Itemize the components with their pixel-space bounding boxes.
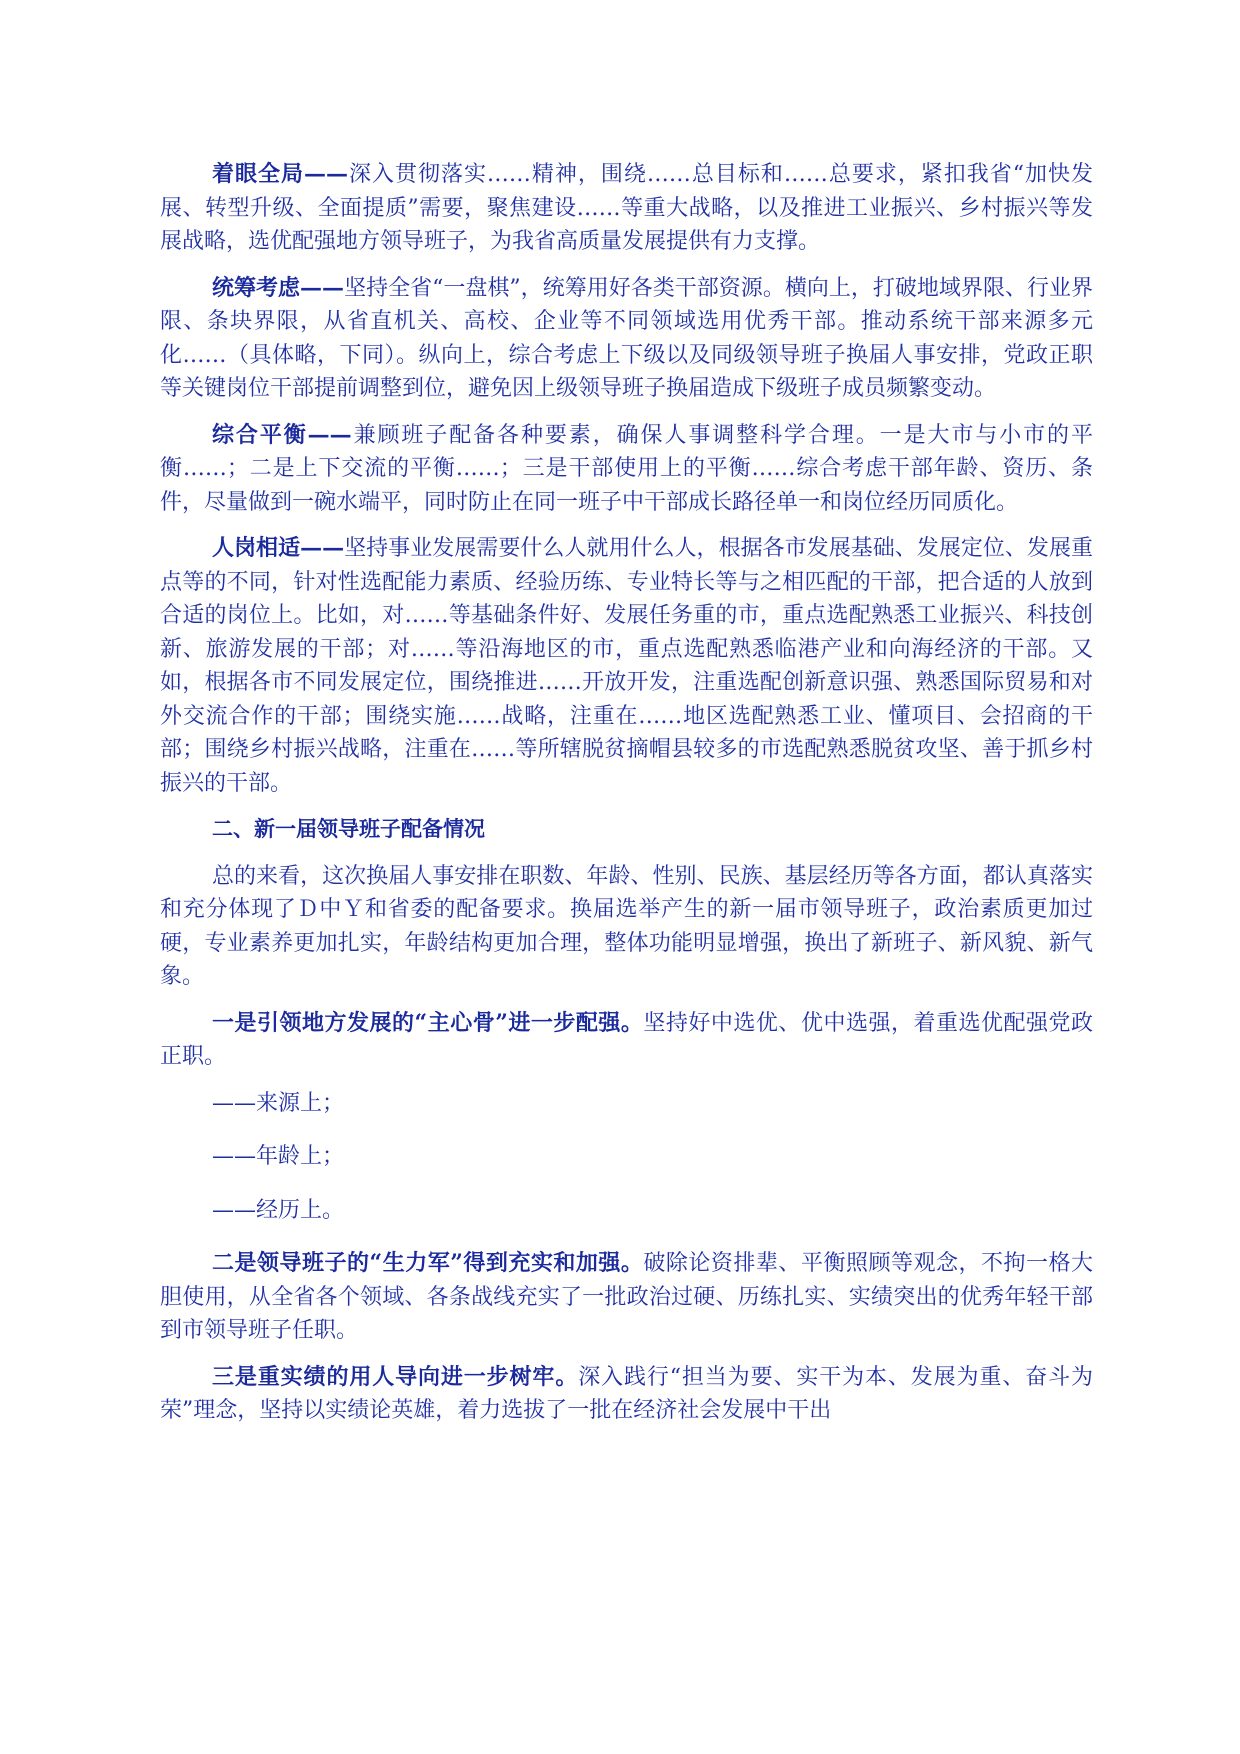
- summary-paragraph: 总的来看，这次换届人事安排在职数、年龄、性别、民族、基层经历等各方面，都认真落实和充分体现了Ｄ中Ｙ和省委的配备要求。换届选举产生的新一届市领导班子，政治素质更加过硬，专业素养更加扎实，年龄结构更加合理，整体功能明显增强，换出了新班子、新风貌、新气象。: [160, 863, 1093, 989]
- dash-item-experience: ——经历上。: [212, 1197, 345, 1223]
- paragraph-fit: [160, 532, 1093, 800]
- paragraph-balance: [160, 419, 1093, 520]
- paragraph-lead: 综合平衡——: [212, 421, 352, 448]
- point-three-paragraph: [160, 1361, 1093, 1428]
- point-two-lead: 二是领导班子的“生力军”得到充实和加强。: [212, 1250, 644, 1276]
- paragraph-text: 坚持全省“一盘棋”，统筹用好各类干部资源。横向上，打破地域界限、行业界限、条块界限，从省直机关、高校、企业等不同领域选用优秀干部。推动系统干部来源多元化……（具体略，下同）。纵向上，综合考虑上下级以及同级领导班子换届人事安排，党政正职等关键岗位干部提前调整到位，避免因上级领导班子换届造成下级班子成员频繁变动。: [160, 275, 1093, 401]
- point-one-lead: 一是引领地方发展的“主心骨”进一步配强。: [212, 1009, 644, 1036]
- point-three-text: 深入践行“担当为要、实干为本、发展为重、奋斗为荣”理念，坚持以实绩论英雄，着力选拔了一批在经济社会发展中干出: [160, 1364, 1093, 1423]
- paragraph-overall: [160, 272, 1093, 406]
- point-three-lead: 三是重实绩的用人导向进一步树牢。: [212, 1363, 579, 1390]
- dash-item-age: ——年龄上；: [212, 1144, 345, 1169]
- document-page: [160, 158, 1093, 1441]
- paragraph-lead: 着眼全局——: [212, 161, 348, 187]
- point-one-text: 坚持好中选优、优中选强，着重选优配强党政正职。: [160, 1010, 1093, 1069]
- paragraph-text: 深入贯彻落实……精神，围绕……总目标和……总要求，紧扣我省“加快发展、转型升级、全面提质”需要，聚焦建设……等重大战略，以及推进工业振兴、乡村振兴等发展战略，选优配强地方领导班子，为我省高质量发展提供有力支撑。: [160, 162, 1094, 254]
- point-two-text: 破除论资排辈、平衡照顾等观念，不拘一格大胆使用，从全省各个领域、各条战线充实了一批政治过硬、历练扎实、实绩突出的优秀年轻干部到市领导班子任职。: [160, 1251, 1093, 1343]
- point-two-paragraph: [160, 1247, 1093, 1348]
- dash-item-source: ——来源上；: [212, 1090, 345, 1116]
- paragraph-lead: 统筹考虑——: [212, 274, 345, 301]
- section-heading: 二、新一届领导班子配备情况: [212, 817, 485, 841]
- point-one-paragraph: [160, 1007, 1093, 1074]
- paragraph-text: 兼顾班子配备各种要素，确保人事调整科学合理。一是大市与小市的平衡……；二是上下交流的平衡……；三是干部使用上的平衡……综合考虑干部年龄、资历、条件，尽量做到一碗水端平，同时防止在同一班子中干部成长路径单一和岗位经历同质化。: [160, 422, 1093, 515]
- paragraph-global: [160, 158, 1093, 259]
- paragraph-text: 坚持事业发展需要什么人就用什么人，根据各市发展基础、发展定位、发展重点等的不同，针对性选配能力素质、经验历练、专业特长等与之相匹配的干部，把合适的人放到合适的岗位上。比如，对……等基础条件好、发展任务重的市，重点选配熟悉工业振兴、科技创新、旅游发展的干部；对……等沿海地区的市，重点选配熟悉临港产业和向海经济的干部。又如，根据各市不同发展定位，围绕推进……开放开发，注重选配创新意识强、熟悉国际贸易和对外交流合作的干部；围绕实施……战略，注重在……地区选配熟悉工业、懂项目、会招商的干部；围绕乡村振兴战略，注重在……等所辖脱贫摘帽县较多的市选配熟悉脱贫攻坚、善于抓乡村振兴的干部。: [160, 536, 1093, 796]
- paragraph-lead: 人岗相适——: [212, 535, 345, 561]
